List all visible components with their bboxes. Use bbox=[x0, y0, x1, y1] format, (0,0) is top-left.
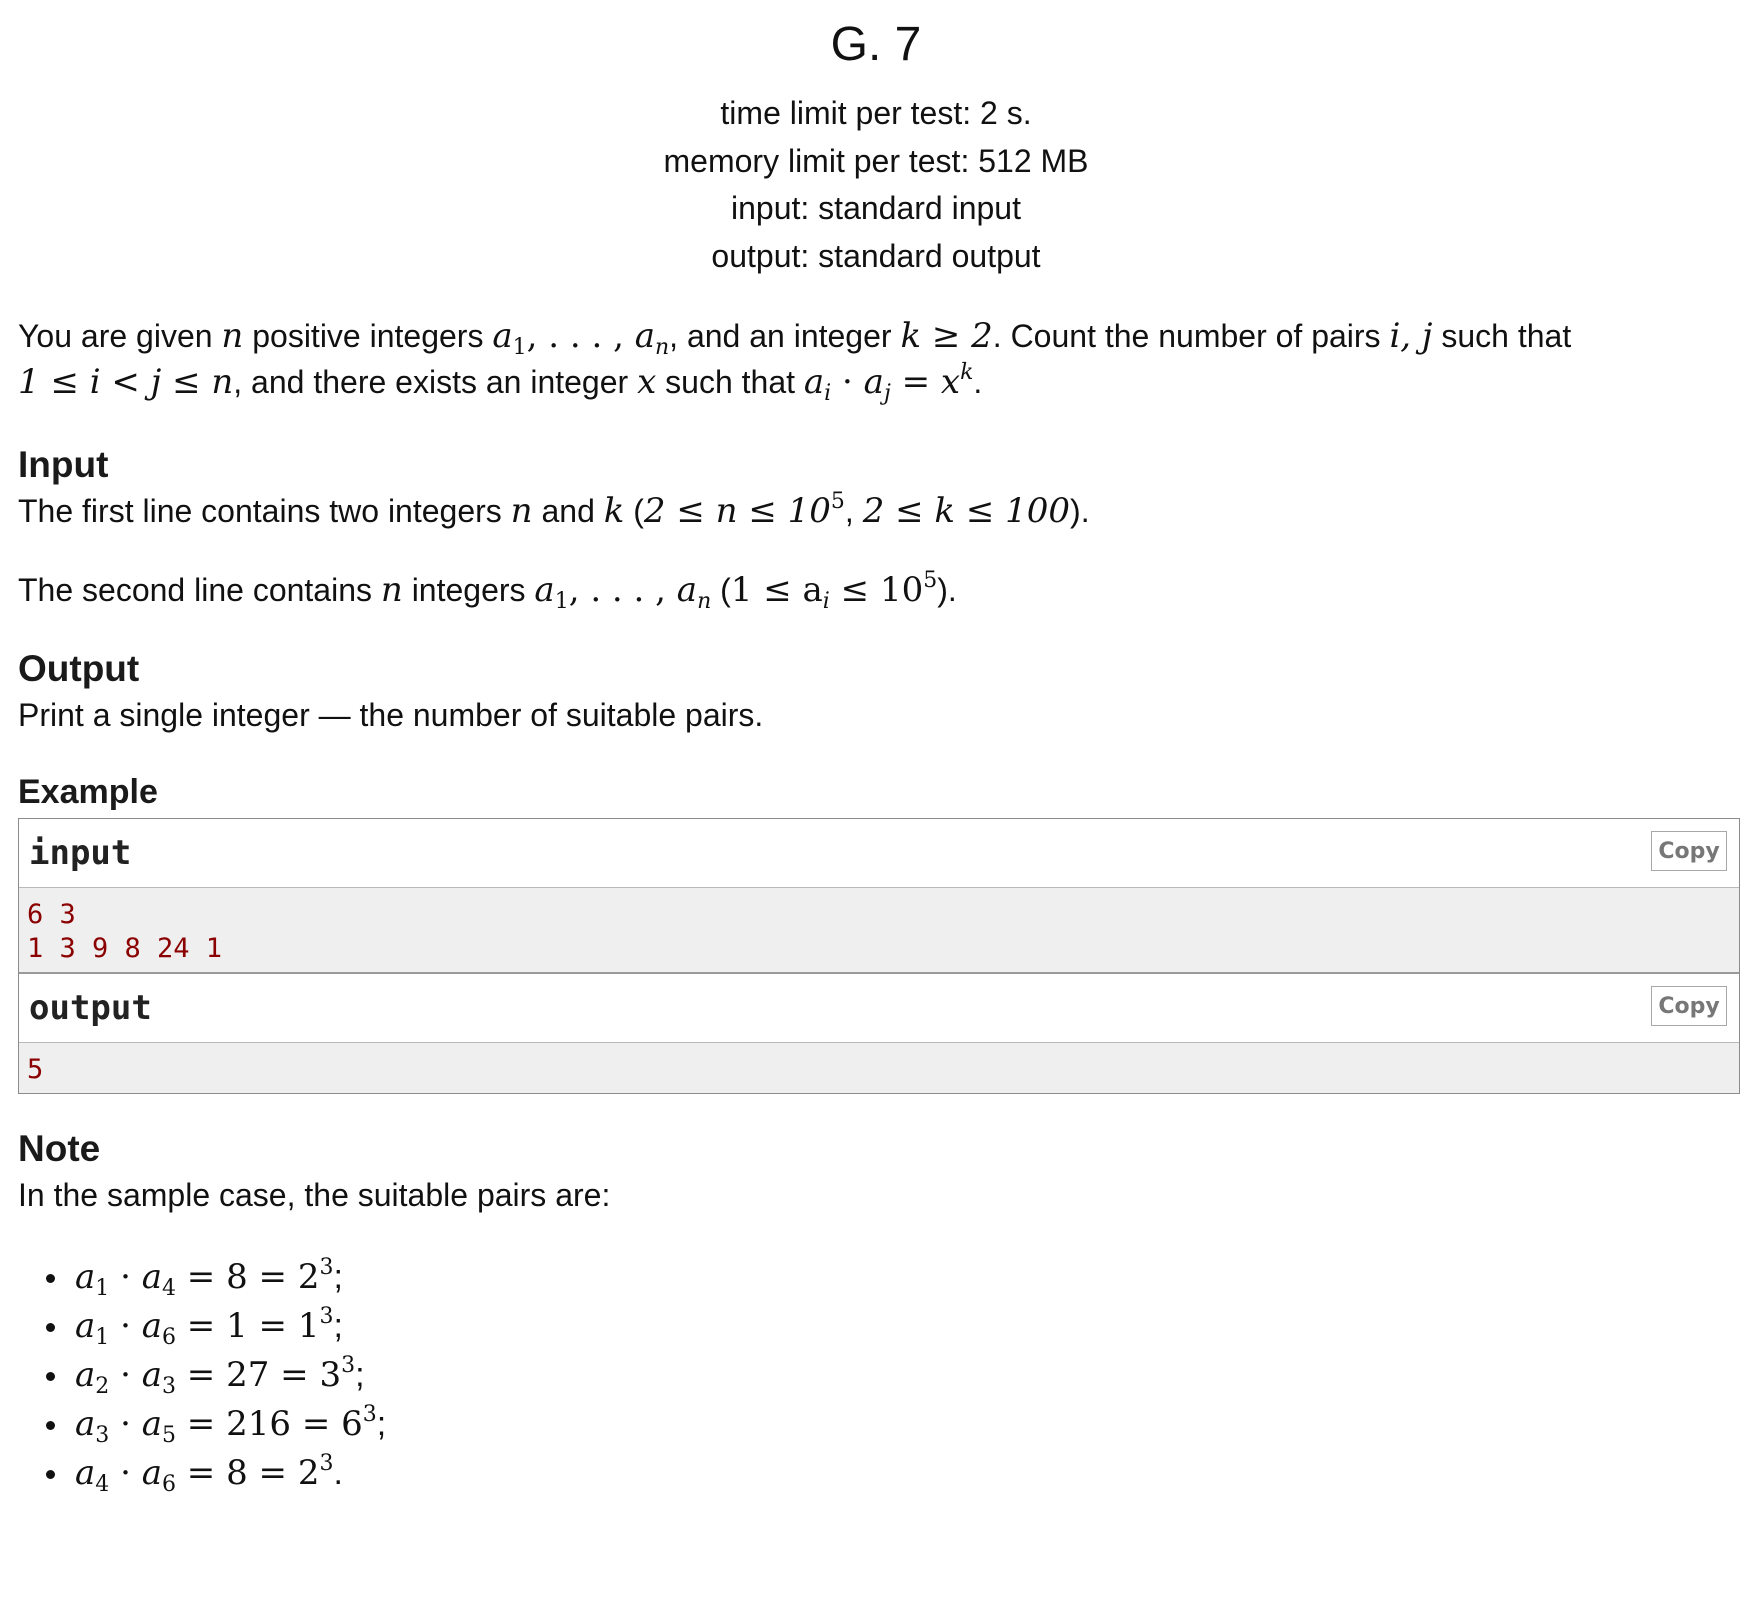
output-heading: Output bbox=[18, 648, 140, 689]
bullet-icon bbox=[46, 1470, 55, 1479]
note-pair-item: $a_3 \cdot a_5 = 216 = 6^3$; bbox=[18, 1400, 386, 1449]
sample-input-content bbox=[19, 888, 1739, 972]
sample-tests bbox=[18, 818, 1740, 1094]
sample-input-header bbox=[19, 819, 1739, 888]
bullet-icon bbox=[46, 1274, 55, 1283]
note-pair-item: $a_4 \cdot a_6 = 8 = 2^3$. bbox=[18, 1449, 386, 1498]
statement-line-1: You are given n positive integers $a_1$, . . . , $a_n$, and an integer k ≥ 2. Count the number of pairs i, j such that bbox=[18, 316, 1572, 360]
output-description: Print a single integer — the number of suitable pairs. bbox=[18, 697, 764, 733]
input-line-1: The first line contains two integers n and k ($2 \le n \le 10^5$, 2 ≤ k ≤ 100). bbox=[18, 489, 1090, 531]
note-pairs-list bbox=[18, 1253, 386, 1498]
sample-output-label: output bbox=[29, 988, 152, 1028]
sample-input-label: input bbox=[29, 833, 132, 873]
sample-output-content bbox=[19, 1043, 1739, 1093]
statement-paragraph bbox=[18, 313, 1734, 405]
bullet-icon bbox=[46, 1372, 55, 1381]
problem-title: G. 7 bbox=[830, 18, 922, 71]
problem-limits bbox=[0, 90, 1752, 280]
time-limit: time limit per test: 2 s. bbox=[720, 95, 1032, 131]
statement-line-2: 1 ≤ i < j ≤ n, and there exists an integer x such that $a_i \cdot a_j = x^k$. bbox=[18, 360, 983, 406]
input-line-2: The second line contains n integers $a_1$, . . . , $a_n$ $(1 \le a_i \le 10^5)$. bbox=[18, 568, 957, 614]
note-pair-item: $a_1 \cdot a_6 = 1 = 1^3$; bbox=[18, 1302, 386, 1351]
copy-input-button[interactable]: Copy bbox=[1651, 831, 1727, 871]
sample-output-header bbox=[19, 974, 1739, 1043]
sample-input-line: 6 3 bbox=[27, 899, 76, 930]
input-heading: Input bbox=[18, 444, 109, 485]
input-type: input: standard input bbox=[731, 190, 1021, 226]
output-type: output: standard output bbox=[711, 237, 1041, 274]
bullet-icon bbox=[46, 1323, 55, 1332]
memory-limit: memory limit per test: 512 MB bbox=[663, 142, 1089, 179]
bullet-icon bbox=[46, 1421, 55, 1430]
example-heading: Example bbox=[18, 773, 158, 811]
sample-input-line: 1 3 9 8 24 1 bbox=[27, 933, 223, 964]
copy-output-button[interactable]: Copy bbox=[1651, 986, 1727, 1026]
sample-output-line: 5 bbox=[27, 1054, 44, 1085]
note-pair-item: $a_2 \cdot a_3 = 27 = 3^3$; bbox=[18, 1351, 386, 1400]
note-heading: Note bbox=[18, 1128, 101, 1169]
note-pair-item: $a_1 \cdot a_4 = 8 = 2^3$; bbox=[18, 1253, 386, 1302]
note-intro: In the sample case, the suitable pairs are: bbox=[18, 1177, 611, 1213]
